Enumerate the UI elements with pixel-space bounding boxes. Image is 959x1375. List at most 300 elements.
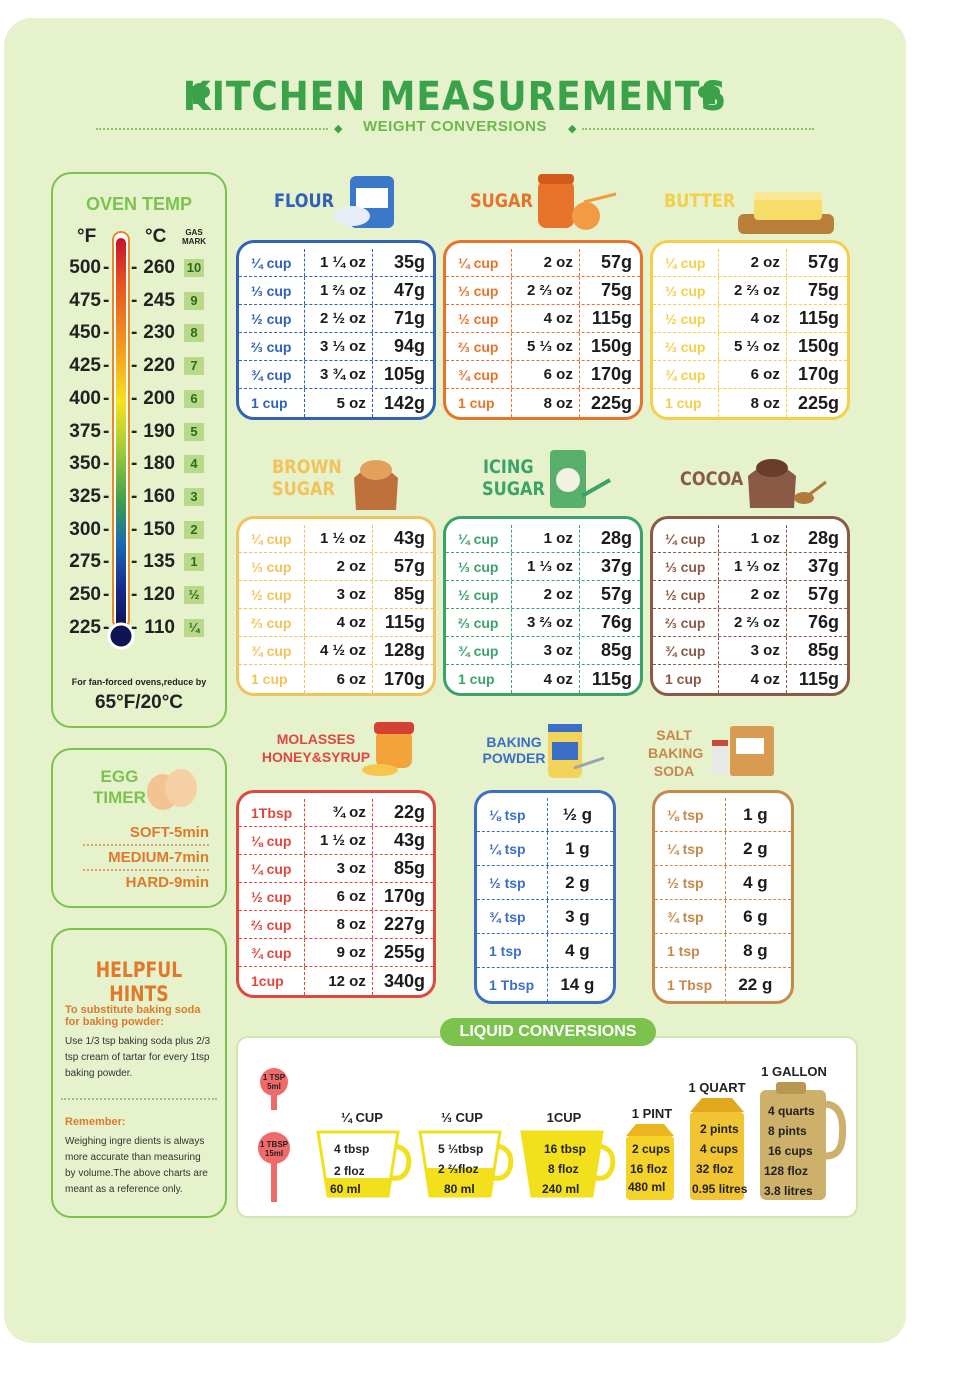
baking-soda-box-icon	[704, 718, 780, 780]
table-row	[477, 798, 613, 832]
ounce-cell: 2 oz	[719, 249, 787, 276]
tick-mark: -	[131, 584, 138, 605]
icing-sugar-label-text: ICING SUGAR	[482, 456, 545, 500]
volume-cell: ¾ tsp	[655, 900, 726, 933]
gram-cell: 71g	[393, 308, 425, 328]
gram-cell: 14 g	[560, 975, 595, 994]
ounce-cell: 2 oz	[512, 249, 580, 276]
oven-fahrenheit: 425	[69, 355, 101, 377]
baking-powder-label: BAKING POWDER	[482, 734, 546, 766]
ounce-cell: 5 oz	[305, 389, 373, 417]
gram-cell: 85g	[393, 858, 425, 878]
tick-mark: -	[131, 387, 138, 409]
volume-cell: ½ cup	[446, 305, 512, 332]
baking-powder-can-icon	[544, 718, 608, 784]
gram-cell: 57g	[807, 252, 839, 272]
gas-mark: ¼	[184, 619, 204, 637]
volume-cell: ¼ cup	[446, 525, 512, 552]
volume-cell: ¾ cup	[239, 361, 305, 388]
ounce-cell: 4 oz	[512, 665, 580, 693]
table-row	[239, 855, 433, 883]
volume-cell: 1 cup	[239, 665, 305, 693]
flour-bag-icon	[332, 170, 402, 230]
gas-mark: 6	[184, 390, 204, 408]
gram-cell: 115g	[591, 668, 632, 689]
oven-celsius: 110	[144, 616, 175, 638]
one-cup-label: 1CUP	[546, 1110, 582, 1125]
volume-cell: ½ cup	[239, 581, 305, 608]
table-row	[239, 609, 433, 637]
ounce-cell: 8 oz	[512, 389, 580, 417]
oven-celsius: 150	[143, 518, 175, 540]
table-row	[653, 277, 847, 305]
pint-ml: 480 ml	[628, 1180, 666, 1194]
table-row	[477, 900, 613, 934]
icing-sugar-box-icon	[544, 444, 614, 514]
table-row	[239, 277, 433, 305]
tick-mark: -	[103, 518, 110, 540]
volume-cell: 1 cup	[653, 665, 719, 693]
gas-mark: 2	[184, 521, 204, 539]
gram-cell: 75g	[807, 280, 839, 300]
pint-floz: 16 floz	[630, 1162, 668, 1176]
gallon-floz: 128 floz	[764, 1164, 809, 1178]
sugar-table	[443, 240, 643, 420]
oven-fahrenheit: 450	[69, 322, 101, 344]
flour-table	[236, 240, 436, 420]
ounce-cell: 4 oz	[305, 609, 373, 636]
tick-mark: -	[103, 322, 110, 344]
volume-cell: 1 cup	[446, 665, 512, 693]
volume-cell: 1 tsp	[477, 934, 548, 967]
table-row	[653, 665, 847, 693]
gram-cell: 43g	[393, 528, 425, 548]
cocoa-sack-icon	[744, 446, 828, 512]
gram-cell: 57g	[600, 584, 632, 604]
honey-jar-icon	[360, 716, 430, 778]
ounce-cell: 2 oz	[512, 581, 580, 608]
butter-label: BUTTER	[664, 190, 736, 212]
volume-cell: 1 tsp	[655, 934, 726, 967]
table-row	[446, 249, 640, 277]
tick-mark: -	[103, 420, 110, 442]
ounce-cell: 3 oz	[512, 637, 580, 664]
gram-cell: 28g	[600, 528, 632, 548]
oven-temp-title: OVEN TEMP	[85, 194, 192, 214]
table-row	[653, 305, 847, 333]
tick-mark: -	[103, 485, 110, 507]
oven-celsius: 200	[143, 387, 175, 409]
table-row	[446, 333, 640, 361]
volume-cell: ⅔ cup	[653, 333, 719, 360]
ounce-cell: 2 ½ oz	[305, 305, 373, 332]
gram-cell: 76g	[807, 612, 839, 632]
gas-mark: 9	[184, 292, 204, 310]
table-row	[239, 967, 433, 995]
gram-cell: 43g	[393, 830, 425, 850]
third-cup-floz: 2 ⅔floz	[438, 1162, 479, 1176]
salt-baking-soda-label: SALT BAKING SODA	[648, 727, 704, 779]
oven-reduce: 65°F/20°C	[94, 692, 184, 713]
molasses-label: MOLASSES HONEY&SYRUP	[261, 731, 371, 765]
one-cup-floz: 8 floz	[548, 1162, 579, 1176]
table-row	[655, 832, 791, 866]
ounce-cell: 6 oz	[305, 665, 373, 693]
ounce-cell: 3 ¾ oz	[305, 361, 373, 388]
gram-cell: 57g	[393, 556, 425, 576]
gram-cell: 37g	[807, 556, 839, 576]
one-cup-ml: 240 ml	[542, 1182, 580, 1196]
butter-icon	[734, 184, 838, 240]
volume-cell: ⅓ cup	[653, 277, 719, 304]
volume-cell: ¾ tsp	[477, 900, 548, 933]
ounce-cell: 3 oz	[719, 637, 787, 664]
butter-table	[650, 240, 850, 420]
volume-cell: ⅔ cup	[239, 609, 305, 636]
table-row	[239, 581, 433, 609]
table-row	[446, 637, 640, 665]
tick-mark: -	[103, 584, 110, 605]
table-row	[239, 249, 433, 277]
table-row	[239, 305, 433, 333]
gram-cell: 255g	[383, 942, 425, 962]
gallon-cups: 16 cups	[768, 1144, 813, 1158]
ounce-cell: 8 oz	[305, 911, 373, 938]
gram-cell: 170g	[590, 364, 632, 384]
ounce-cell: 3 oz	[305, 581, 373, 608]
egg-icon	[141, 764, 203, 812]
tick-mark: -	[131, 322, 138, 344]
table-row	[239, 665, 433, 693]
tick-mark: -	[131, 616, 138, 638]
gram-cell: 1 g	[565, 838, 590, 858]
gram-cell: 225g	[797, 392, 839, 413]
gram-cell: 94g	[393, 336, 425, 356]
gram-cell: 170g	[383, 668, 425, 689]
third-cup-ml: 80 ml	[444, 1182, 475, 1196]
gram-cell: 8 g	[743, 940, 768, 960]
quart-floz: 32 floz	[696, 1162, 734, 1176]
table-row	[653, 637, 847, 665]
icing-sugar-label	[482, 456, 545, 500]
tick-mark: -	[131, 257, 138, 278]
volume-cell: ⅔ cup	[653, 609, 719, 636]
volume-cell: ½ tsp	[477, 866, 548, 899]
table-row	[239, 389, 433, 417]
gram-cell: 150g	[797, 336, 839, 356]
tick-mark: -	[131, 518, 138, 540]
ounce-cell: 2 oz	[305, 553, 373, 580]
ounce-cell: 8 oz	[719, 389, 787, 417]
oven-fahrenheit: 400	[69, 387, 101, 409]
gram-cell: 2 g	[743, 838, 768, 858]
hints-title: HELPFUL HINTS	[95, 958, 183, 1006]
tick-mark: -	[103, 289, 110, 311]
volume-cell: ½ cup	[653, 305, 719, 332]
oven-celsius: 220	[143, 355, 175, 377]
gram-cell: 225g	[590, 392, 632, 413]
table-row	[446, 277, 640, 305]
table-row	[239, 637, 433, 665]
gram-cell: 85g	[393, 584, 425, 604]
table-row	[655, 900, 791, 934]
table-row	[446, 361, 640, 389]
tick-mark: -	[131, 289, 138, 311]
egg-medium: MEDIUM-7min	[108, 849, 209, 866]
liquid-conversions-title: LIQUID CONVERSIONS	[440, 1018, 656, 1046]
table-row	[446, 525, 640, 553]
gram-cell: 4 g	[565, 940, 590, 960]
table-row	[655, 866, 791, 900]
quarter-cup-label: ¼ CUP	[341, 1110, 383, 1125]
ounce-cell: 2 ⅔ oz	[719, 609, 787, 636]
gallon-quarts: 4 quarts	[768, 1104, 815, 1118]
gram-cell: 1 g	[743, 804, 768, 824]
volume-cell: ⅓ cup	[446, 553, 512, 580]
tick-mark: -	[103, 257, 110, 278]
gram-cell: 47g	[393, 280, 425, 300]
ounce-cell: 4 oz	[512, 305, 580, 332]
salt-baking-soda-table	[652, 790, 794, 1004]
oven-celsius: 120	[143, 584, 175, 605]
ounce-cell: 3 ⅓ oz	[305, 333, 373, 360]
volume-cell: ¼ cup	[446, 249, 512, 276]
egg-soft: SOFT-5min	[129, 824, 209, 841]
diamond-icon: ◆	[568, 123, 577, 135]
volume-cell: ½ cup	[446, 581, 512, 608]
volume-cell: ¼ tsp	[655, 832, 726, 865]
ounce-cell: 4 oz	[719, 305, 787, 332]
gas-mark: 3	[184, 488, 204, 506]
oven-fahrenheit: 475	[69, 289, 101, 311]
ounce-cell: 4 ½ oz	[305, 637, 373, 664]
gram-cell: 76g	[600, 612, 632, 632]
quart-pints: 2 pints	[700, 1122, 739, 1136]
tick-mark: -	[103, 551, 110, 573]
gas-mark: 5	[184, 423, 204, 441]
ounce-cell: 1 ½ oz	[305, 827, 373, 854]
volume-cell: 1Tbsp	[239, 799, 305, 826]
gram-cell: 142g	[383, 392, 425, 413]
volume-cell: ¾ cup	[653, 637, 719, 664]
gas-mark: 8	[184, 324, 204, 342]
volume-cell: ⅔ cup	[239, 911, 305, 938]
divider	[83, 869, 209, 871]
gas-mark-label: GAS MARK	[182, 228, 206, 246]
pint-label: 1 PINT	[631, 1106, 673, 1121]
pint-cups: 2 cups	[632, 1142, 671, 1156]
flour-label: FLOUR	[274, 190, 335, 212]
oven-celsius: 260	[143, 257, 175, 278]
cocoa-label: COCOA	[680, 468, 744, 490]
oven-celsius: 135	[143, 551, 175, 573]
gas-mark: 4	[184, 455, 204, 473]
gram-cell: 75g	[600, 280, 632, 300]
gram-cell: 2 g	[565, 872, 590, 892]
table-row	[446, 553, 640, 581]
volume-cell: ¼ cup	[653, 525, 719, 552]
hint-heading: Remember:	[65, 1116, 126, 1128]
ounce-cell: 1 oz	[512, 525, 580, 552]
volume-cell: ¼ cup	[239, 249, 305, 276]
poster	[4, 18, 906, 1343]
tick-mark: -	[103, 355, 110, 377]
gram-cell: 170g	[383, 886, 425, 906]
brown-sugar-label-text: BROWN SUGAR	[272, 456, 342, 500]
gram-cell: 35g	[393, 252, 425, 272]
table-row	[653, 249, 847, 277]
ounce-cell: 9 oz	[305, 939, 373, 966]
table-row	[477, 968, 613, 1002]
gram-cell: 22 g	[738, 975, 773, 994]
gallon-label: 1 GALLON	[761, 1064, 827, 1079]
table-row	[477, 832, 613, 866]
egg-timer-panel	[51, 748, 227, 908]
brown-sugar-sack-icon	[346, 448, 406, 514]
table-row	[653, 333, 847, 361]
third-cup-label: ⅓ CUP	[441, 1110, 483, 1125]
third-cup-tbsp: 5 ⅓tbsp	[438, 1142, 484, 1156]
table-row	[239, 361, 433, 389]
page-title: KITCHEN MEASUREMENTS	[182, 74, 728, 120]
gram-cell: 105g	[383, 364, 425, 384]
egg-timer-title-line1: EGG	[100, 767, 139, 786]
gram-cell: ½ g	[562, 804, 592, 824]
ounce-cell: 6 oz	[305, 883, 373, 910]
table-row	[446, 665, 640, 693]
table-row	[477, 934, 613, 968]
ounce-cell: 5 ⅓ oz	[512, 333, 580, 360]
ounce-cell: 2 ⅔ oz	[719, 277, 787, 304]
one-cup-tbsp: 16 tbsp	[544, 1142, 587, 1156]
oven-celsius: 230	[143, 322, 175, 344]
egg-timer-title	[93, 766, 146, 808]
volume-cell: ¾ cup	[446, 637, 512, 664]
oven-celsius: 180	[143, 453, 175, 475]
oven-fahrenheit: 500	[69, 257, 101, 278]
ounce-cell: 4 oz	[719, 665, 787, 693]
egg-timer-title-line2: TIMER	[93, 788, 146, 807]
gram-cell: 150g	[590, 336, 632, 356]
gram-cell: 4 g	[743, 872, 768, 892]
table-row	[477, 866, 613, 900]
gram-cell: 227g	[383, 914, 425, 934]
quarter-cup-ml: 60 ml	[330, 1182, 361, 1196]
quarter-cup-floz: 2 floz	[334, 1164, 365, 1178]
ounce-cell: 1 ⅔ oz	[305, 277, 373, 304]
table-row	[239, 799, 433, 827]
ounce-cell: 2 ⅔ oz	[512, 277, 580, 304]
volume-cell: ⅛ cup	[239, 827, 305, 854]
gas-mark: 10	[184, 259, 204, 277]
ounce-cell: 5 ⅓ oz	[719, 333, 787, 360]
gram-cell: 115g	[384, 612, 425, 632]
ounce-cell: 1 ½ oz	[305, 525, 373, 552]
gram-cell: 128g	[383, 640, 425, 660]
brown-sugar-label	[272, 456, 340, 500]
oven-fahrenheit: 375	[69, 420, 101, 442]
oven-fahrenheit: 350	[69, 453, 101, 475]
gas-mark: ½	[184, 586, 204, 604]
table-row	[655, 798, 791, 832]
table-row	[653, 553, 847, 581]
gram-cell: 170g	[797, 364, 839, 384]
table-row	[239, 525, 433, 553]
volume-cell: ¼ tsp	[477, 832, 548, 865]
volume-cell: ¾ cup	[653, 361, 719, 388]
oven-celsius: 160	[143, 485, 175, 507]
quart-label: 1 QUART	[688, 1080, 746, 1095]
sugar-jar-icon	[534, 170, 620, 232]
volume-cell: 1 cup	[239, 389, 305, 417]
volume-cell: ½ cup	[239, 305, 305, 332]
volume-cell: 1cup	[239, 967, 305, 995]
tick-mark: -	[131, 453, 138, 475]
diamond-icon: ◆	[334, 123, 343, 135]
ounce-cell: 2 oz	[719, 581, 787, 608]
volume-cell: ⅔ cup	[446, 333, 512, 360]
cocoa-table	[650, 516, 850, 696]
egg-hard: HARD-9min	[125, 874, 209, 891]
table-row	[446, 389, 640, 417]
fahrenheit-label: °F	[77, 226, 97, 247]
gram-cell: 28g	[807, 528, 839, 548]
tick-mark: -	[103, 453, 110, 475]
gram-cell: 57g	[600, 252, 632, 272]
volume-cell: ⅔ cup	[239, 333, 305, 360]
gram-cell: 37g	[600, 556, 632, 576]
oven-fahrenheit: 250	[69, 584, 101, 605]
volume-cell: ¾ cup	[239, 637, 305, 664]
gallon-litres: 3.8 litres	[764, 1184, 813, 1198]
hint-text: Weighing ingre dients is always more accurate than measuring by volume.The above charts are meant as a reference only.	[65, 1136, 208, 1195]
tick-mark: -	[131, 485, 138, 507]
oven-fahrenheit: 325	[69, 485, 101, 507]
table-row	[239, 911, 433, 939]
table-row	[239, 883, 433, 911]
table-row	[446, 305, 640, 333]
volume-cell: ¾ cup	[446, 361, 512, 388]
volume-cell: ⅔ cup	[446, 609, 512, 636]
volume-cell: ⅛ tsp	[477, 798, 548, 831]
ounce-cell: 1 ⅓ oz	[719, 553, 787, 580]
volume-cell: ⅛ tsp	[655, 798, 726, 831]
oven-celsius: 245	[143, 289, 175, 311]
gas-mark: 7	[184, 357, 204, 375]
volume-cell: ½ cup	[653, 581, 719, 608]
hint-heading: To substitute baking soda for baking powder:	[65, 1004, 201, 1028]
brown-sugar-table	[236, 516, 436, 696]
ounce-cell: 3 oz	[305, 855, 373, 882]
ounce-cell: 12 oz	[305, 967, 373, 995]
volume-cell: 1 Tbsp	[655, 968, 726, 1002]
volume-cell: ¼ cup	[653, 249, 719, 276]
volume-cell: ⅓ cup	[239, 277, 305, 304]
oven-note: For fan-forced ovens,reduce by	[71, 677, 207, 687]
table-row	[653, 389, 847, 417]
gallon-pints: 8 pints	[768, 1124, 807, 1138]
tbsp-label: 1 TBSP 15ml	[259, 1140, 288, 1158]
volume-cell: ¼ cup	[239, 525, 305, 552]
oven-fahrenheit: 300	[69, 518, 101, 540]
table-row	[446, 609, 640, 637]
gram-cell: 85g	[807, 640, 839, 660]
page-subtitle: WEIGHT CONVERSIONS	[362, 118, 547, 135]
table-row	[655, 934, 791, 968]
volume-cell: ¾ cup	[239, 939, 305, 966]
oven-fahrenheit: 225	[69, 616, 101, 638]
table-row	[655, 968, 791, 1002]
